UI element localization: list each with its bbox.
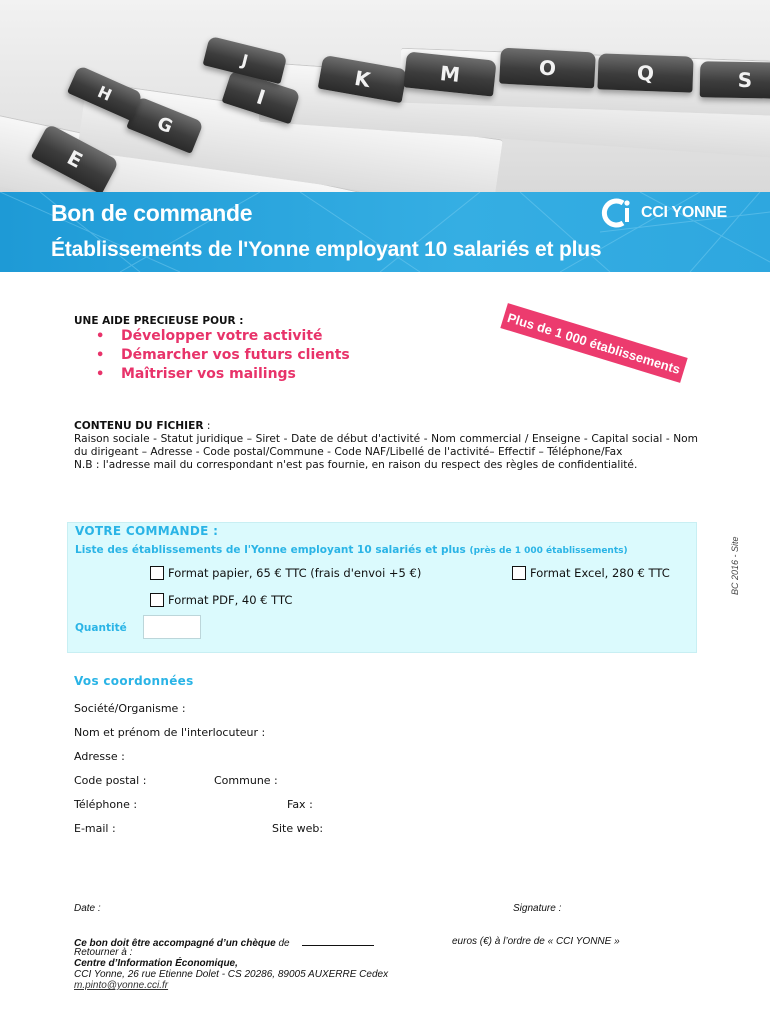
- cci-logo: [601, 196, 741, 230]
- euros-text: euros (€) à l’ordre de « CCI YONNE »: [452, 936, 620, 947]
- document-subtitle: Établissements de l'Yonne employant 10 salariés et plus: [51, 238, 602, 261]
- telephone-field[interactable]: Téléphone :: [74, 798, 138, 811]
- tab-m: M: [403, 51, 496, 96]
- fax-field[interactable]: Fax :: [287, 798, 313, 811]
- contenu-fields: Raison sociale - Statut juridique – Siret - Date de début d'activité - Nom commercial / Enseigne - Capital social - Nom du dirigeant – Adresse - Code postal/Commune - Code NAF/Libellé de l'activité– Effectif – Téléphone/Fax: [74, 433, 698, 458]
- coordonnees-title: Vos coordonnées: [74, 674, 194, 688]
- header-photo: [0, 0, 770, 192]
- stamp-text: Plus de 1 000 établissements: [505, 309, 683, 377]
- signature-field[interactable]: Signature :: [513, 903, 562, 914]
- quantity-label: Quantité: [75, 622, 127, 634]
- email-field[interactable]: E-mail :: [74, 822, 116, 835]
- cheque-de: de: [275, 938, 290, 949]
- amount-blank[interactable]: [302, 936, 374, 946]
- contenu-note: N.B : l'adresse mail du correspondant n'est pas fournie, en raison du respect des règles de confidentialité.: [74, 459, 638, 471]
- list-item: • Maîtriser vos mailings: [96, 365, 350, 384]
- contenu-title: CONTENU DU FICHIER: [74, 420, 204, 432]
- quantity-input[interactable]: [143, 615, 201, 639]
- tab-i: I: [222, 70, 301, 125]
- order-subtitle: [75, 544, 628, 556]
- tab-k: K: [318, 55, 408, 103]
- tab-h: H: [67, 65, 143, 121]
- document-title: Bon de commande: [51, 200, 253, 226]
- contenu-section: [74, 420, 698, 472]
- option-pdf[interactable]: [150, 593, 292, 607]
- tab-g: G: [126, 96, 204, 154]
- count-stamp: [500, 303, 687, 383]
- logo-text: CCI YONNE: [641, 204, 727, 221]
- option-excel-label: Format Excel, 280 € TTC: [530, 566, 670, 580]
- tab-q: Q: [597, 53, 693, 92]
- option-excel[interactable]: [512, 566, 670, 580]
- order-subtitle-count: (près de 1 000 établissements): [469, 546, 628, 556]
- retourner-text: Retourner à :: [74, 947, 133, 958]
- societe-field[interactable]: Société/Organisme :: [74, 702, 186, 715]
- centre-name: Centre d’Information Économique,: [74, 958, 238, 969]
- postal-address: CCI Yonne, 26 rue Etienne Dolet - CS 20286, 89005 AUXERRE Cedex: [74, 969, 389, 980]
- excel-checkbox[interactable]: [512, 566, 526, 580]
- option-papier-label: Format papier, 65 € TTC (frais d'envoi +5 €): [168, 566, 422, 580]
- centre-text: [74, 958, 238, 969]
- order-box: [67, 522, 697, 653]
- option-pdf-label: Format PDF, 40 € TTC: [168, 593, 293, 607]
- cheque-text: Ce bon doit être accompagné d’un chèque: [74, 938, 276, 949]
- tab-s: S: [700, 61, 770, 99]
- tab-o: O: [499, 48, 596, 89]
- contact-email-link[interactable]: m.pinto@yonne.cci.fr: [74, 980, 169, 991]
- papier-checkbox[interactable]: [150, 566, 164, 580]
- order-title: VOTRE COMMANDE :: [75, 524, 219, 538]
- option-papier[interactable]: [150, 566, 421, 580]
- tab-e: E: [31, 123, 119, 192]
- nom-field[interactable]: Nom et prénom de l'interlocuteur :: [74, 726, 266, 739]
- date-field[interactable]: Date :: [74, 903, 101, 914]
- commune-field[interactable]: Commune :: [214, 774, 278, 787]
- title-banner: [0, 192, 770, 272]
- aide-list: [96, 327, 350, 384]
- tab-j: J: [203, 36, 288, 84]
- aide-heading: UNE AIDE PRECIEUSE POUR :: [74, 315, 244, 327]
- order-subtitle-text: Liste des établissements de l'Yonne employant 10 salariés et plus: [75, 544, 466, 556]
- list-item: • Démarcher vos futurs clients: [96, 346, 350, 365]
- code-postal-field[interactable]: Code postal :: [74, 774, 147, 787]
- form-reference: BC 2016 - Site: [730, 536, 740, 595]
- contenu-title-suffix: :: [203, 420, 211, 432]
- pdf-checkbox[interactable]: [150, 593, 164, 607]
- list-item: • Développer votre activité: [96, 327, 350, 346]
- cci-logo-icon: [601, 197, 635, 229]
- site-web-field[interactable]: Site web:: [272, 822, 324, 835]
- adresse-field[interactable]: Adresse :: [74, 750, 125, 763]
